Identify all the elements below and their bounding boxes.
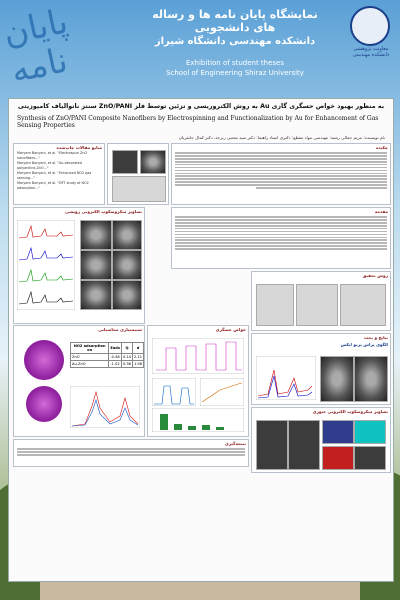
conclusion-box (13, 439, 249, 467)
sem-image (80, 220, 112, 250)
reference-item: Maryam Bonyani, et al. "Enhanced NO2 gas sensing..." (17, 171, 92, 180)
header-line-4: School of Engineering Shiraz University (166, 69, 304, 77)
dft-heading: شبیه‌سازی محاسباتی (98, 327, 142, 332)
table-cell: 0.36 (122, 362, 131, 366)
table-cell: Au-ZnO (71, 361, 109, 368)
header-line-2: دانشکده مهندسی دانشگاه شیراز (154, 36, 316, 47)
adsorption-table (70, 342, 144, 368)
table-row (71, 354, 144, 361)
abstract-images (107, 143, 169, 205)
poster-title-fa: سنتز نانوالیاف کامپوزیتی ZnO/PANI به روش الکتروریسی و تزئین توسط فلز Au به منظور بهبود خواص حسگری گازی (17, 103, 385, 110)
tem-heading: تصاویر میکروسکوپ الکترونی عبوری (312, 409, 388, 414)
dft-box (13, 325, 145, 437)
response-plot (152, 378, 196, 406)
table-cell: -0.48 (110, 355, 120, 359)
sem-image (112, 150, 138, 174)
tem-box (251, 407, 391, 473)
table-header-row (71, 343, 144, 354)
tem-image (256, 420, 288, 470)
sem-image (80, 250, 112, 280)
references-box (13, 143, 105, 205)
header-line-1: نمایشگاه پایان نامه ها و رساله های دانشجویی (152, 8, 318, 34)
intro-heading: مقدمه (374, 209, 388, 214)
setup-image (296, 284, 338, 326)
sem-image (80, 280, 112, 310)
xrd-sem-box (13, 207, 145, 324)
setup-image (256, 284, 294, 326)
molecule-model (26, 386, 62, 422)
sem-image (354, 356, 388, 402)
eds-map (322, 446, 354, 470)
dos-plot (70, 386, 140, 428)
reference-item: Maryam Bonyani, et al. "Electrospun ZnO nanofibers..." (17, 151, 88, 160)
response-plot (200, 378, 244, 406)
sem-heading: تصاویر میکروسکوپ الکترونی روبشی (64, 209, 142, 214)
table-cell: 2.11 (133, 355, 142, 359)
sensing-box (147, 325, 249, 437)
university-seal (350, 6, 390, 46)
sem-image (112, 250, 142, 280)
abstract-box (171, 143, 391, 205)
method-heading: روش تحقیق (362, 273, 388, 278)
method-box (251, 271, 391, 331)
sem-image (140, 150, 166, 174)
response-plot (152, 338, 244, 374)
xrd-patterns (17, 220, 75, 310)
table-header: d (132, 343, 143, 354)
poster-title-en: Synthesis of ZnO/PANI Composite Nanofibers by Electrospinning and Functionalization by Au for Enhancement of Gas Sensing Properties (17, 115, 379, 129)
results-heading: نتایج و بحث (364, 335, 388, 340)
poster-authors: نام نویسنده: مریم جمالی رشته: مهندسی مواد مقطع: دکتری استاد راهنما: دکتر سید مجتبی زبرجد، دکتر کمال جانقربان (178, 135, 385, 140)
setup-image (340, 284, 386, 326)
table-cell: -1.02 (110, 362, 120, 366)
table-header: Eads (109, 343, 122, 354)
references-heading: منابع مقالات چاپ‌شده (56, 145, 102, 150)
eds-map (354, 446, 386, 470)
sensing-heading: خواص حسگری (215, 327, 246, 332)
xrd-plot (256, 356, 316, 400)
table-header: Q (121, 343, 132, 354)
sem-image (112, 280, 142, 310)
reference-item: Maryam Bonyani, et al. "DFT study of NO2 adsorption..." (17, 181, 89, 190)
table-cell: ZnO (71, 354, 109, 361)
sem-image (320, 356, 354, 402)
tem-image (288, 420, 320, 470)
table-cell: 1.98 (133, 362, 142, 366)
table-cell: 0.14 (122, 355, 131, 359)
calligraphy-logo: پایان نامه (0, 1, 72, 92)
table-header: NO2 adsorption on (71, 343, 109, 354)
table-row (71, 361, 144, 368)
xrd-heading: الگوی پراش پرتو ایکس (340, 342, 388, 347)
header (0, 0, 400, 98)
sem-image (112, 220, 142, 250)
reference-list (14, 151, 104, 191)
results-box (251, 333, 391, 405)
molecule-model (24, 340, 64, 380)
header-line-3: Exhibition of student theses (185, 59, 284, 67)
seal-caption: معاونت پژوهشی دانشکده مهندسی (352, 46, 390, 58)
intro-box (171, 207, 391, 269)
poster (8, 98, 394, 582)
eds-map (322, 420, 354, 444)
conclusion-heading: نتیجه‌گیری (224, 441, 246, 446)
eds-map (354, 420, 386, 444)
selectivity-plot (152, 408, 244, 432)
schematic-image (112, 176, 166, 202)
abstract-heading: چکیده (375, 145, 388, 150)
header-title (150, 8, 320, 77)
reference-item: Maryam Bonyani, et al. "Au-decorated polyaniline-ZnO..." (17, 161, 82, 170)
